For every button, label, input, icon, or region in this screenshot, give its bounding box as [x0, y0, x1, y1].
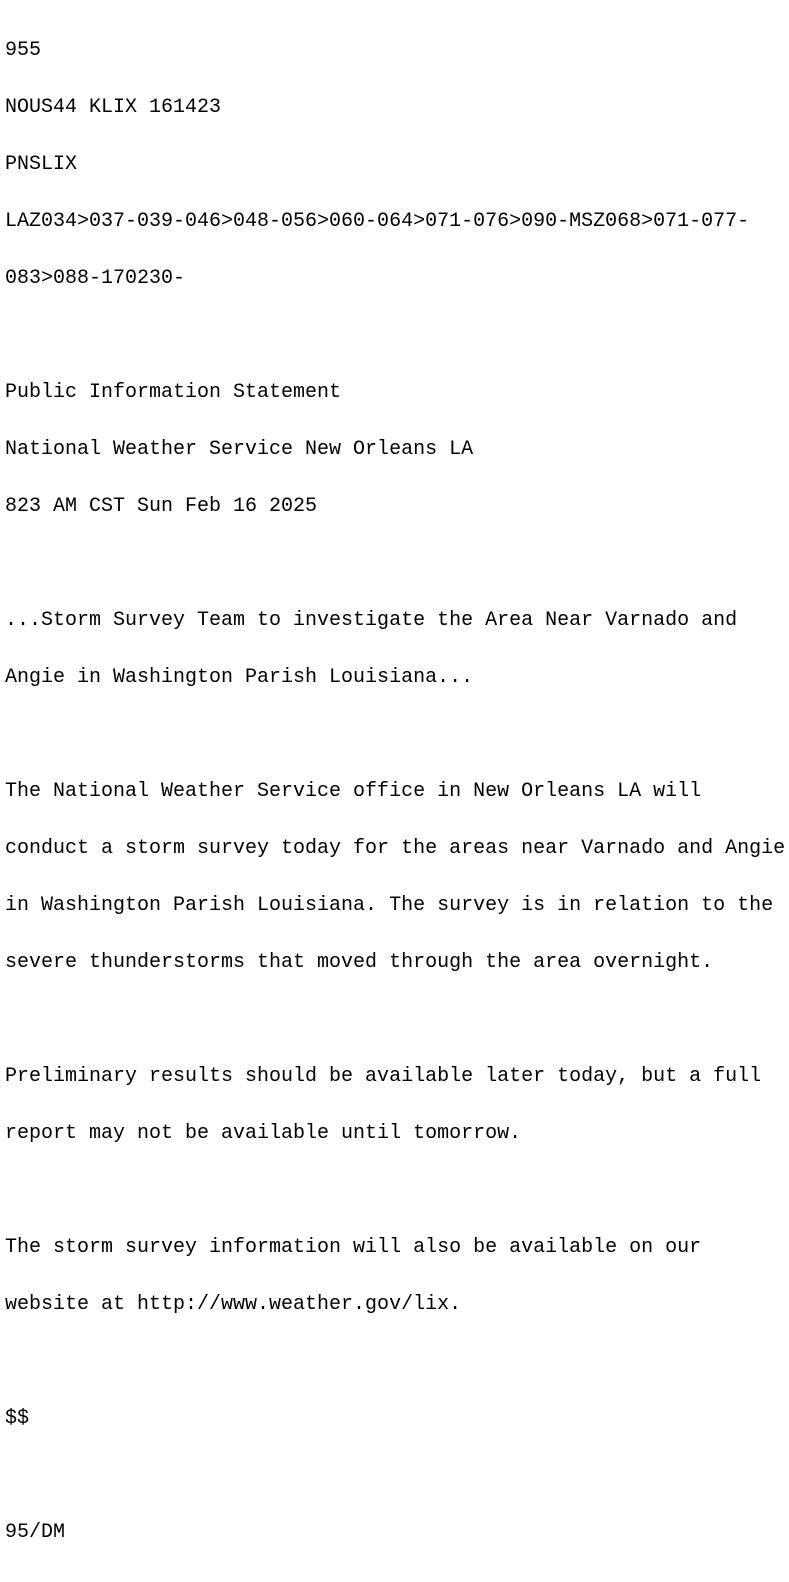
paragraph-2-line-2: report may not be available until tomorrow.	[5, 1122, 522, 1145]
zone-codes-line-1: LAZ034>037-039-046>048-056>060-064>071-076>090-MSZ068>071-077-	[5, 210, 750, 233]
paragraph-1-line-3: in Washington Parish Louisiana. The survey is in relation to the	[5, 894, 774, 917]
paragraph-3-line-2: website at http://www.weather.gov/lix.	[5, 1293, 462, 1316]
issuing-office: National Weather Service New Orleans LA	[5, 438, 474, 461]
blank-line	[5, 1010, 785, 1029]
blank-line	[5, 554, 785, 573]
product-terminator: $$	[5, 1407, 30, 1430]
product-number: 955	[5, 39, 42, 62]
wmo-header: NOUS44 KLIX 161423	[5, 96, 222, 119]
paragraph-1-line-4: severe thunderstorms that moved through the area overnight.	[5, 951, 714, 974]
paragraph-3-line-1: The storm survey information will also be available on our	[5, 1236, 702, 1259]
forecaster-signature: 95/DM	[5, 1521, 66, 1544]
zone-codes-line-2: 083>088-170230-	[5, 267, 186, 290]
public-information-statement	[5, 3, 785, 1580]
headline-line-1: ...Storm Survey Team to investigate the Area Near Varnado and	[5, 609, 738, 632]
paragraph-2-line-1: Preliminary results should be available later today, but a full	[5, 1065, 762, 1088]
awips-id: PNSLIX	[5, 153, 78, 176]
blank-line	[5, 1352, 785, 1371]
headline-line-2: Angie in Washington Parish Louisiana...	[5, 666, 474, 689]
blank-line	[5, 326, 785, 345]
paragraph-1-line-2: conduct a storm survey today for the areas near Varnado and Angie	[5, 837, 786, 860]
blank-line	[5, 1466, 785, 1485]
issue-time: 823 AM CST Sun Feb 16 2025	[5, 495, 318, 518]
blank-line	[5, 1181, 785, 1200]
statement-title: Public Information Statement	[5, 381, 342, 404]
blank-line	[5, 725, 785, 744]
paragraph-1-line-1: The National Weather Service office in New Orleans LA will	[5, 780, 702, 803]
